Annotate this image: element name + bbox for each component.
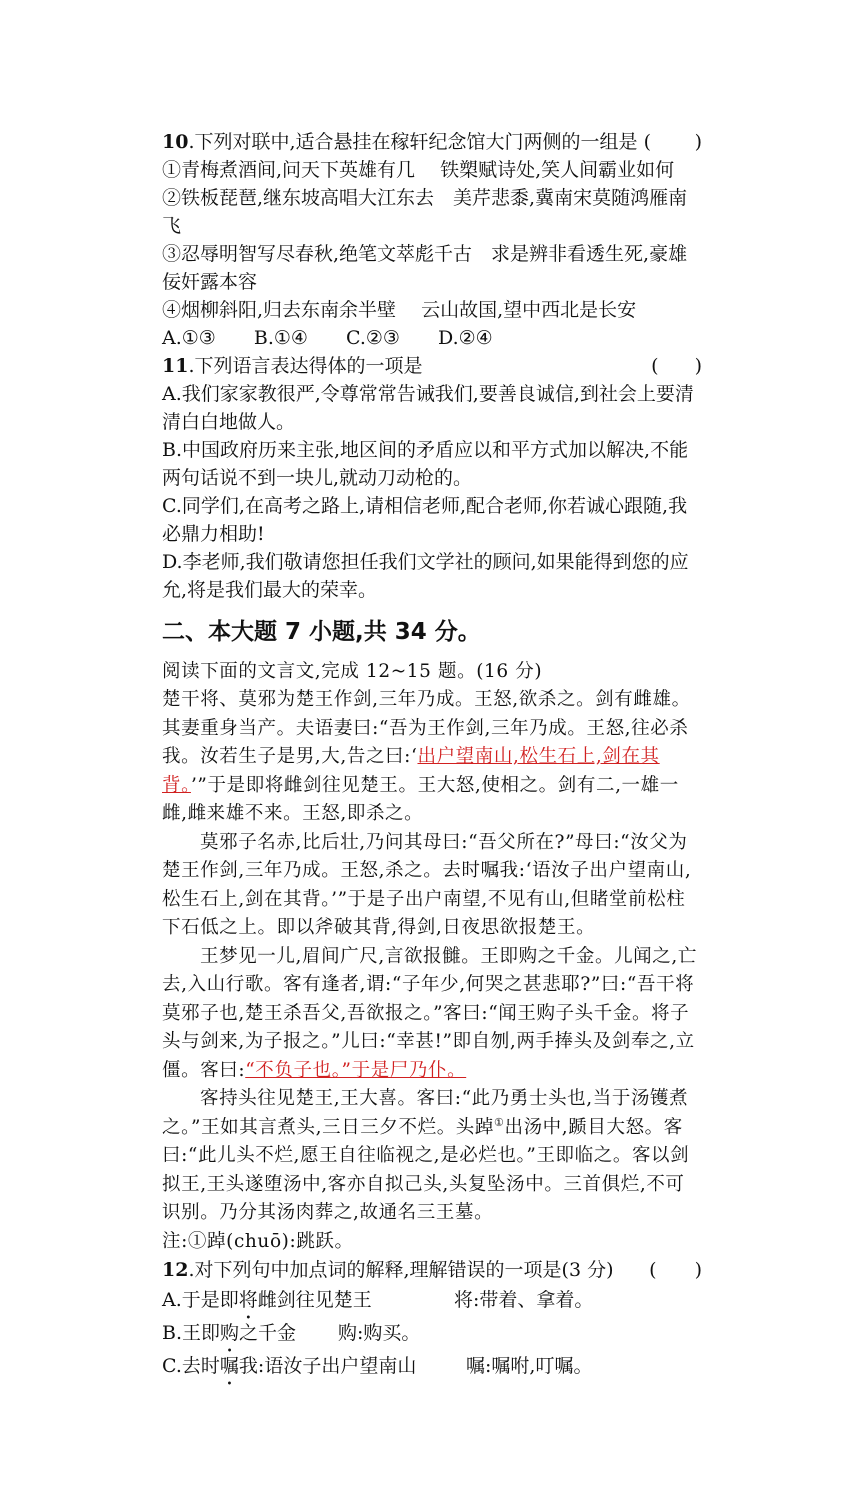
answer-options	[162, 324, 702, 352]
question-number: 11	[162, 355, 189, 377]
definition: 将:带着、拿着。	[454, 1289, 594, 1311]
question-stem	[162, 1256, 702, 1284]
section-heading: 二、本大题 7 小题,共 34 分。	[162, 619, 481, 645]
option-a: A.我们家家教很严,令尊常常告诫我们,要善良诚信,到社会上要清清白白地做人。	[162, 383, 694, 433]
option-c: C.②③	[346, 327, 400, 349]
option-a: A.于是即将雌剑往见楚王 将:带着、拿着。	[162, 1284, 702, 1317]
definition: 购:购买。	[338, 1322, 421, 1344]
footnote: 注:①踔(chuō):跳跃。	[162, 1230, 354, 1252]
question-number: 12	[162, 1259, 189, 1281]
couplet-4: ④烟柳斜阳,归去东南余半壁 云山故国,望中西北是长安	[162, 299, 637, 321]
highlighted-sentence: “不负子也。”于是尸乃仆。	[245, 1059, 467, 1081]
question-text: .下列对联中,适合悬挂在稼轩纪念馆大门两侧的一组是 (	[188, 131, 651, 153]
option-a: A.①③	[162, 327, 216, 349]
option-b: B.①④	[253, 327, 308, 349]
passage-intro: 阅读下面的文言文,完成 12~15 题。(16 分)	[162, 661, 543, 682]
answer-paren: )	[694, 131, 702, 153]
question-text: .对下列句中加点词的解释,理解错误的一项是(3 分)	[188, 1259, 614, 1281]
passage-paragraph-3: 王梦见一儿,眉间广尺,言欲报雠。王即购之千金。儿闻之,亡去,入山行歌。客有逢者,谓:“子年少,何哭之甚悲耶?”曰:“吾干将莫邪子也,楚王杀吾父,吾欲报之。”客曰:“闻王购子头千金。将子头与剑来,为子报之。”儿曰:“幸甚!”即自刎,两手捧头及剑奉之,立僵。客曰:“不负子也。”于是尸乃仆。	[162, 945, 697, 1081]
question-10	[162, 128, 702, 352]
dotted-word: 嘱	[219, 1355, 239, 1377]
dotted-word: 购	[220, 1322, 240, 1344]
question-text: .下列语言表达得体的一项是	[188, 355, 423, 377]
couplet-3: ③忍辱明智写尽春秋,绝笔文萃彪千古 求是辨非看透生死,豪雄佞奸露本容	[162, 243, 688, 293]
option-d: D.李老师,我们敬请您担任我们文学社的顾问,如果能得到您的应允,将是我们最大的荣幸。	[162, 551, 689, 601]
option-b: B.王即购之千金 购:购买。	[162, 1317, 702, 1350]
passage-paragraph-1: 楚干将、莫邪为楚王作剑,三年乃成。王怒,欲杀之。剑有雌雄。其妻重身当产。夫语妻曰:“吾为王作剑,三年乃成。王怒,往必杀我。汝若生子是男,大,告之曰:‘出户望南山,松生石上,剑在其背。’”于是即将雌剑往见楚王。王大怒,使相之。剑有二,一雄一雌,雌来雄不来。王怒,即杀之。	[162, 689, 691, 824]
question-11	[162, 352, 702, 604]
reading-passage	[162, 658, 702, 1256]
dotted-word: 将	[238, 1289, 258, 1311]
answer-paren: ( )	[651, 355, 702, 377]
question-stem	[162, 352, 702, 380]
option-c: C.同学们,在高考之路上,请相信老师,配合老师,你若诚心跟随,我必鼎力相助!	[162, 495, 688, 545]
question-number: 10	[162, 131, 189, 153]
option-b: B.中国政府历来主张,地区间的矛盾应以和平方式加以解决,不能两句话说不到一块儿,就动刀动枪的。	[162, 439, 689, 489]
answer-paren: ( )	[649, 1259, 702, 1281]
highlighted-sentence: 出户望南山,松生石上,剑在其背。	[162, 746, 660, 796]
couplet-2: ②铁板琵琶,继东坡高唱大江东去 美芹悲黍,冀南宋莫随鸿雁南飞	[162, 187, 688, 237]
definition: 嘱:嘱咐,叮嘱。	[466, 1355, 593, 1377]
question-stem	[162, 128, 702, 156]
passage-paragraph-2: 莫邪子名赤,比后壮,乃问其母曰:“吾父所在?”母曰:“汝父为楚王作剑,三年乃成。王怒,杀之。去时嘱我:‘语汝子出户望南山,松生石上,剑在其背。’”于是子出户南望,不见有山,但睹堂前松柱下石低之上。即以斧破其背,得剑,日夜思欲报楚王。	[162, 831, 692, 938]
option-c: C.去时嘱我:语汝子出户望南山 嘱:嘱咐,叮嘱。	[162, 1350, 702, 1383]
question-12	[162, 1256, 702, 1383]
footnote-marker: ①	[494, 1115, 505, 1129]
passage-paragraph-4: 客持头往见楚王,王大喜。客曰:“此乃勇士头也,当于汤镬煮之。”王如其言煮头,三日三夕不烂。头踔①出汤中,踬目大怒。客曰:“此儿头不烂,愿王自往临视之,是必烂也。”王即临之。客以剑拟王,王头遂堕汤中,客亦自拟己头,头复坠汤中。三首俱烂,不可识别。乃分其汤肉葬之,故通名三王墓。	[162, 1088, 690, 1223]
couplet-1: ①青梅煮酒间,问天下英雄有几 铁槊赋诗处,笑人间霸业如何	[162, 159, 675, 181]
exam-page	[162, 128, 702, 1383]
option-d: D.②④	[438, 327, 493, 349]
